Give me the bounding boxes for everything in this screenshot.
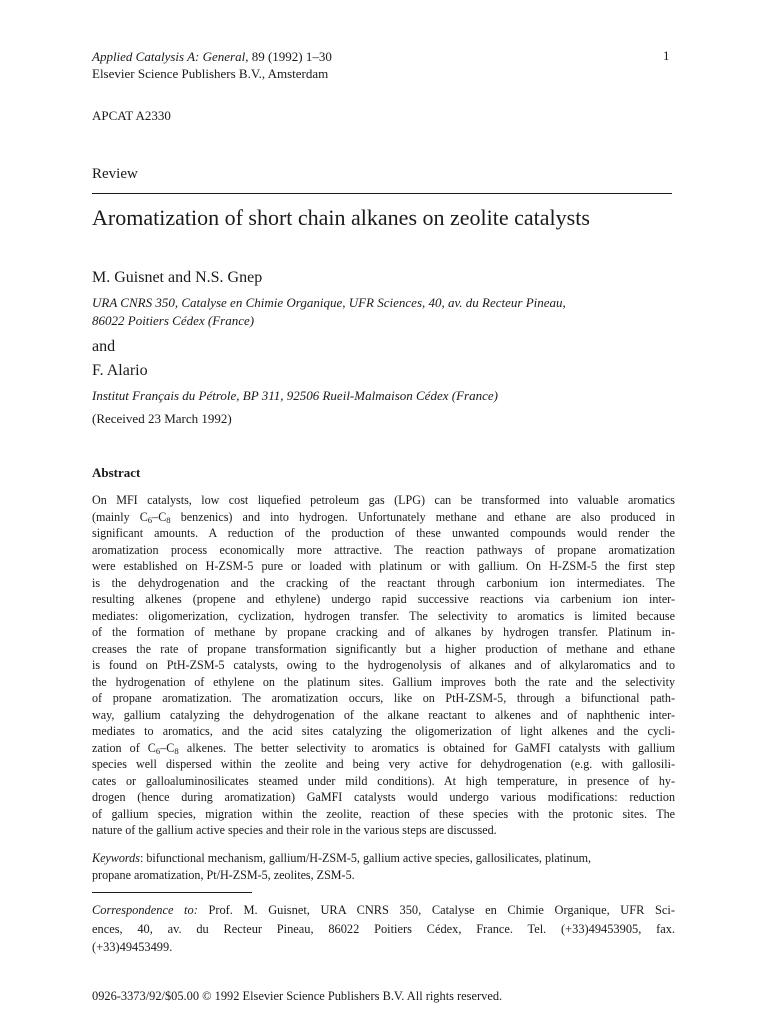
and-connector: and bbox=[92, 338, 116, 355]
affiliation-primary bbox=[92, 294, 672, 330]
affiliation-primary-line-2: 86022 Poitiers Cédex (France) bbox=[92, 313, 255, 328]
article-code: APCAT A2330 bbox=[92, 108, 171, 123]
correspondence-line-1 bbox=[92, 901, 675, 920]
abstract-line: creases the rate of propane transformation significantly but a higher production of methane and ethane bbox=[92, 641, 675, 656]
abstract-line: of propane aromatization. The aromatization occurs, like on PtH-ZSM-5, through a bifunctional path- bbox=[92, 691, 675, 705]
journal-citation bbox=[92, 48, 332, 65]
keywords-label: Keywords bbox=[92, 851, 140, 865]
abstract-line: aromatization process economically more attractive. The reaction pathways of propane aromatization bbox=[92, 542, 675, 557]
authors-primary: M. Guisnet and N.S. Gnep bbox=[92, 269, 263, 286]
copyright-notice: 0926-3373/92/$05.00 © 1992 Elsevier Science Publishers B.V. All rights reserved. bbox=[92, 989, 503, 1003]
abstract-line: drogen (hence during aromatization) GaMFI catalysts would undergo various modifications: reduction bbox=[92, 790, 675, 804]
abstract-line: (mainly $C_6-C_8$ benzenics) and into hydrogen. Unfortunately methane and ethane are also produced in bbox=[92, 509, 675, 525]
authors-secondary: F. Alario bbox=[92, 362, 148, 379]
abstract-line: mediates: oligomerization, cyclization, hydrogen transfer. The selectivity to aromatics is limited because bbox=[92, 608, 675, 623]
abstract-heading: Abstract bbox=[92, 465, 141, 480]
publisher: Elsevier Science Publishers B.V., Amsterdam bbox=[92, 66, 329, 81]
correspondence-line-3: (+33)49453499. bbox=[92, 940, 173, 954]
journal-header bbox=[92, 48, 332, 82]
abstract-line: nature of the gallium active species and their role in the various steps are discussed. bbox=[92, 823, 497, 837]
keywords-line-2: propane aromatization, Pt/H-ZSM-5, zeolites, ZSM-5. bbox=[92, 867, 355, 882]
abstract-line: were established on H-ZSM-5 pure or loaded with platinum or with gallium. On H-ZSM-5 the first step bbox=[92, 559, 675, 573]
subscript: 8 bbox=[166, 514, 171, 525]
abstract-line: way, gallium catalyzing the dehydrogenation of the alkane reactant to alkenes and of naphthenic inter- bbox=[92, 707, 675, 722]
correspondence-text-1: Prof. M. Guisnet, URA CNRS 350, Catalyse en Chimie Organique, UFR Sci- bbox=[197, 903, 675, 917]
abstract-line: the hydrogenation of ethylene on the platinum sites. Gallium improves both the rate and the selectivity bbox=[92, 674, 675, 689]
correspondence-line-2: ences, 40, av. du Recteur Pineau, 86022 Poitiers Cédex, France. Tel. (+33)49453905, fax. bbox=[92, 921, 675, 936]
subscript: 6 bbox=[147, 514, 153, 525]
section-label: Review bbox=[92, 166, 138, 182]
abstract-body bbox=[92, 492, 675, 839]
abstract-line: is the dehydrogenation and the cracking of the reactant through carbonium ion intermediates. The bbox=[92, 575, 675, 590]
keywords bbox=[92, 850, 675, 883]
correspondence bbox=[92, 901, 675, 957]
section-divider bbox=[92, 193, 672, 194]
abstract-line: species well dispersed within the zeolite and being very active for dehydrogenation (e.g. with gallosili- bbox=[92, 757, 675, 771]
journal-volume-info: 89 (1992) 1–30 bbox=[248, 49, 332, 64]
journal-name: Applied Catalysis A: General, bbox=[92, 49, 249, 64]
abstract-line: is found on PtH-ZSM-5 catalysts, owing to the hydrogenolysis of alkanes and of alkylaromatics and to bbox=[92, 658, 675, 672]
abstract-line: of the formation of methane by propane cracking and of alkanes by hydrogen transfer. Platinum in- bbox=[92, 625, 675, 639]
paper-title: Aromatization of short chain alkanes on zeolite catalysts bbox=[92, 205, 590, 230]
keywords-line-1 bbox=[92, 850, 675, 867]
correspondence-label: Correspondence to: bbox=[92, 903, 198, 917]
subscript: 8 bbox=[174, 745, 179, 756]
abstract-line: significant amounts. A reduction of the production of these unwanted compounds would render the bbox=[92, 526, 675, 540]
abstract-line: of gallium species, migration within the zeolite, reaction of these species with the protonic sites. The bbox=[92, 806, 675, 821]
abstract-line: zation of $C_6-C_8$ alkenes. The better selectivity to aromatics is obtained for GaMFI catalysts with gallium bbox=[92, 740, 675, 756]
footnote-divider bbox=[92, 892, 252, 893]
received-date: (Received 23 March 1992) bbox=[92, 411, 232, 426]
affiliation-primary-line-1: URA CNRS 350, Catalyse en Chimie Organique, UFR Sciences, 40, av. du Recteur Pineau, bbox=[92, 295, 566, 310]
abstract-line: mediates to aromatics, and the acid sites catalyzing the oligomerization of light alkenes and the cycli- bbox=[92, 724, 675, 738]
page-number: 1 bbox=[663, 48, 670, 63]
abstract-line: cates or galloaluminosilicates steamed under mild conditions). At high temperature, in presence of hy- bbox=[92, 773, 675, 788]
affiliation-secondary: Institut Français du Pétrole, BP 311, 92506 Rueil-Malmaison Cédex (France) bbox=[92, 388, 498, 403]
keywords-text-1: : bifunctional mechanism, gallium/H-ZSM-5, gallium active species, gallosilicates, platinum, bbox=[139, 851, 592, 865]
subscript: 6 bbox=[155, 745, 161, 756]
abstract-line: On MFI catalysts, low cost liquefied petroleum gas (LPG) can be transformed into valuable aromatics bbox=[92, 493, 675, 507]
abstract-line: resulting alkenes (propene and ethylene) undergo rapid successive reactions via carbenium ion inter- bbox=[92, 592, 675, 606]
